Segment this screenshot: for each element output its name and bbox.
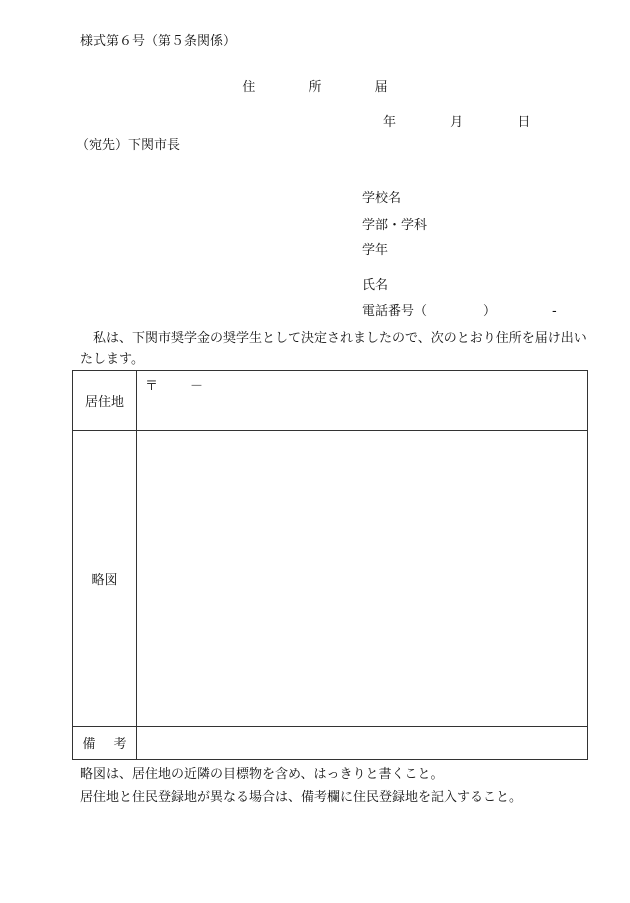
declaration-text: 私は、下関市奨学金の奨学生として決定されましたので、次のとおり住所を届け出いたします。 bbox=[80, 331, 587, 367]
addressee: （宛先）下関市長 bbox=[76, 138, 181, 153]
phone-label: 電話番号（ bbox=[362, 304, 428, 319]
remarks-field[interactable] bbox=[137, 726, 588, 759]
phone-dash: - bbox=[552, 304, 557, 319]
phone-line bbox=[362, 304, 557, 320]
residence-field[interactable] bbox=[137, 371, 588, 431]
title-char-3: 届 bbox=[374, 80, 388, 95]
title-char-1: 住 bbox=[242, 80, 256, 95]
date-day-label: 日 bbox=[517, 115, 531, 130]
postal-dash: － bbox=[190, 379, 204, 394]
map-field[interactable] bbox=[137, 431, 588, 727]
date-line bbox=[383, 115, 580, 131]
title-char-2: 所 bbox=[308, 80, 322, 95]
remarks-label-text: 備考 bbox=[82, 737, 145, 753]
date-year-label: 年 bbox=[383, 115, 397, 130]
map-row bbox=[73, 431, 588, 727]
address-form-table bbox=[72, 370, 588, 760]
map-label: 略図 bbox=[73, 431, 137, 727]
remarks-row bbox=[73, 726, 588, 759]
remarks-label bbox=[73, 726, 145, 759]
grade-label: 学年 bbox=[362, 243, 389, 258]
phone-close-paren: ） bbox=[483, 304, 497, 319]
note-2: 居住地と住民登録地が異なる場合は、備考欄に住民登録地を記入すること。 bbox=[80, 790, 523, 805]
date-month-label: 月 bbox=[450, 115, 464, 130]
form-number: 様式第６号（第５条関係） bbox=[80, 34, 237, 49]
note-1: 略図は、居住地の近隣の目標物を含め、はっきりと書くこと。 bbox=[80, 767, 444, 782]
department-label: 学部・学科 bbox=[362, 218, 428, 233]
form-title bbox=[0, 80, 630, 96]
school-label: 学校名 bbox=[362, 191, 402, 206]
residence-row bbox=[73, 371, 588, 431]
residence-label: 居住地 bbox=[73, 371, 137, 431]
postal-mark: 〒 bbox=[145, 379, 159, 394]
name-label: 氏名 bbox=[362, 278, 389, 293]
